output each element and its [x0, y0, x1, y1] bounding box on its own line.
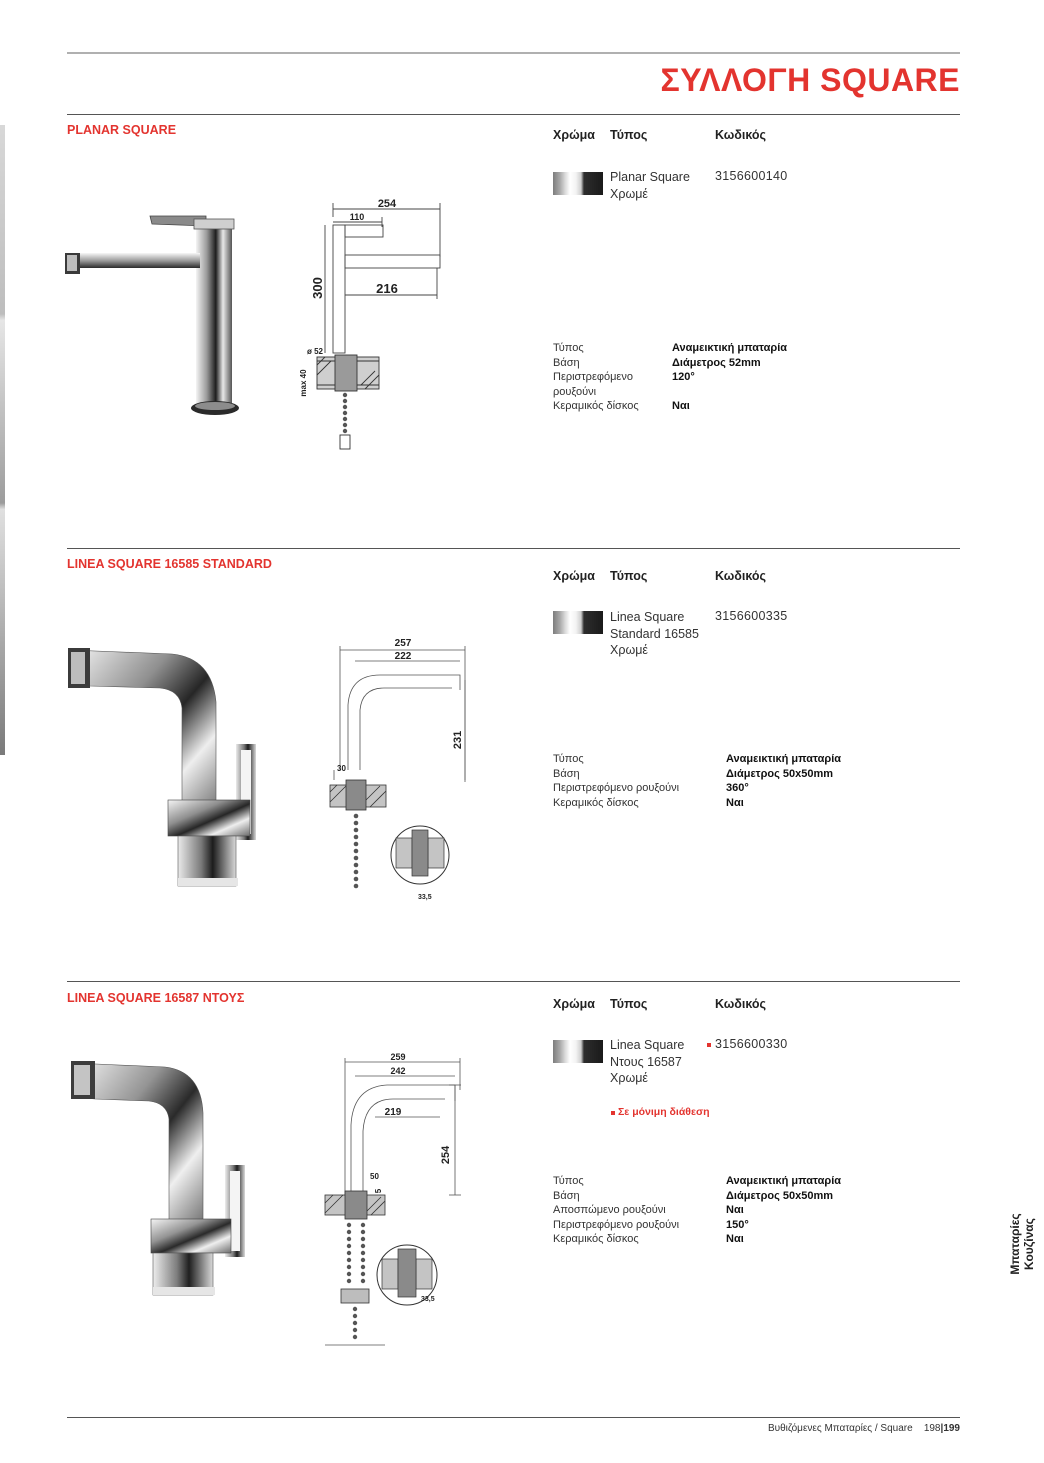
dimension-label: 242 — [390, 1066, 406, 1076]
top-rule — [67, 52, 960, 54]
spec-value: Αναμεικτική μπαταρία — [672, 342, 788, 354]
chrome-finish-swatch — [553, 611, 603, 634]
spec-value: Ναι — [726, 1233, 744, 1246]
product-code: 3156600140 — [715, 169, 788, 183]
dimension-label: 216 — [376, 281, 398, 296]
dimension-label: 33,5 — [418, 894, 432, 901]
dimension-label: 110 — [349, 212, 365, 222]
faucet-photo — [60, 205, 245, 420]
dimension-label: 259 — [390, 1052, 406, 1062]
dimension-label: 300 — [310, 277, 325, 299]
dimension-label: 257 — [394, 638, 412, 649]
page-number-right: 199 — [943, 1423, 960, 1434]
column-header-code: Κωδικός — [715, 569, 767, 583]
chrome-finish-swatch — [553, 172, 603, 195]
type-line: Χρωμέ — [610, 1071, 648, 1085]
page-edge-strip — [0, 125, 5, 755]
spec-value: 120° — [672, 371, 695, 384]
page-number-left: 198 — [923, 1423, 941, 1434]
product-name: LINEA SQUARE 16585 STANDARD — [67, 557, 272, 571]
product-code: 3156600330 — [715, 1037, 788, 1051]
dimension-label: ø 52 — [307, 347, 324, 356]
dimension-label: 33,5 — [421, 1296, 435, 1303]
spec-table — [553, 1174, 926, 1247]
technical-drawing — [315, 1045, 475, 1360]
type-line: Planar Square — [610, 170, 690, 184]
spec-label: Κεραμικός δίσκος — [553, 796, 639, 809]
spec-value: Ναι — [672, 400, 690, 413]
column-header-type: Τύπος — [610, 128, 648, 142]
spec-label: Περιστρεφόμενο ρουξούνι — [553, 1218, 680, 1231]
technical-drawing — [295, 195, 455, 457]
spec-table — [553, 341, 872, 414]
dimension-label: 254 — [440, 1145, 452, 1165]
dimension-label: 231 — [452, 730, 464, 750]
page-footer — [768, 1423, 960, 1434]
spec-label: Αποσπώμενο ρουξούνι — [553, 1204, 666, 1217]
product-code: 3156600335 — [715, 609, 788, 623]
dimension-label: 222 — [394, 651, 412, 662]
dimension-label: 219 — [384, 1107, 402, 1118]
section-divider — [67, 981, 960, 982]
chrome-finish-swatch — [553, 1040, 603, 1063]
dimension-label: 254 — [377, 198, 397, 210]
spec-label: Περιστρεφόμενο ρουξούνι — [553, 371, 633, 398]
spec-table — [553, 752, 926, 810]
spec-label: Τύπος — [553, 1175, 584, 1187]
type-line: Linea Square — [610, 610, 685, 624]
column-header-color: Χρώμα — [553, 997, 595, 1011]
footer-section: Βυθιζόμενες Μπαταρίες / Square — [767, 1423, 913, 1434]
technical-drawing — [320, 630, 480, 910]
product-type — [610, 1037, 714, 1087]
product-type — [610, 609, 714, 659]
spec-value: 150° — [726, 1218, 749, 1231]
faucet-photo — [65, 1055, 255, 1300]
dimension-label: max 40 — [299, 369, 308, 397]
column-header-code: Κωδικός — [715, 997, 767, 1011]
availability-note: Σε μόνιμη διάθεση — [618, 1106, 710, 1118]
column-header-color: Χρώμα — [553, 128, 595, 142]
dimension-label: 5 — [374, 1188, 383, 1194]
column-header-type: Τύπος — [610, 569, 648, 583]
spec-label: Βάση — [553, 767, 580, 780]
availability-marker — [611, 1111, 615, 1115]
spec-label: Τύπος — [553, 342, 584, 354]
spec-value: Διάμετρος 50x50mm — [726, 767, 834, 780]
spec-value: Διάμετρος 52mm — [672, 356, 761, 369]
product-name: LINEA SQUARE 16587 ΝΤΟΥΣ — [67, 991, 245, 1005]
side-label-line: Κουζίνας — [1022, 1218, 1036, 1270]
product-name: PLANAR SQUARE — [67, 123, 177, 137]
product-type — [610, 169, 714, 202]
side-label-line: Μπαταρίες — [1008, 1213, 1022, 1275]
spec-value: 360° — [726, 782, 749, 795]
column-header-code: Κωδικός — [715, 128, 767, 142]
spec-value: Αναμεικτική μπαταρία — [726, 1175, 842, 1187]
faucet-photo — [60, 640, 270, 895]
page-number-separator: | — [940, 1423, 944, 1434]
page-title: ΣΥΛΛΟΓΗ SQUARE — [660, 62, 960, 98]
section-divider — [67, 548, 960, 549]
spec-label: Τύπος — [553, 753, 584, 765]
spec-label: Κεραμικός δίσκος — [553, 400, 639, 413]
spec-value: Διάμετρος 50x50mm — [726, 1189, 834, 1202]
dimension-label: 30 — [337, 764, 346, 773]
spec-label: Περιστρεφόμενο ρουξούνι — [553, 782, 680, 795]
spec-label: Βάση — [553, 356, 580, 369]
spec-label: Βάση — [553, 1189, 580, 1202]
type-line: Χρωμέ — [610, 186, 648, 201]
type-line: Χρωμέ — [610, 643, 648, 657]
column-header-type: Τύπος — [610, 997, 648, 1011]
type-line: Standard 16585 — [610, 626, 699, 641]
type-line: Linea Square — [610, 1038, 685, 1052]
spec-value: Αναμεικτική μπαταρία — [726, 753, 842, 765]
footer-rule — [67, 1417, 960, 1418]
spec-label: Κεραμικός δίσκος — [553, 1233, 639, 1246]
spec-value: Ναι — [726, 1204, 744, 1217]
spec-value: Ναι — [726, 796, 744, 809]
side-category-label — [1008, 1194, 1036, 1294]
column-header-color: Χρώμα — [553, 569, 595, 583]
type-line: Ντους 16587 — [610, 1054, 682, 1069]
dimension-label: 50 — [370, 1172, 379, 1181]
title-rule — [67, 114, 960, 115]
availability-marker — [707, 1043, 711, 1047]
